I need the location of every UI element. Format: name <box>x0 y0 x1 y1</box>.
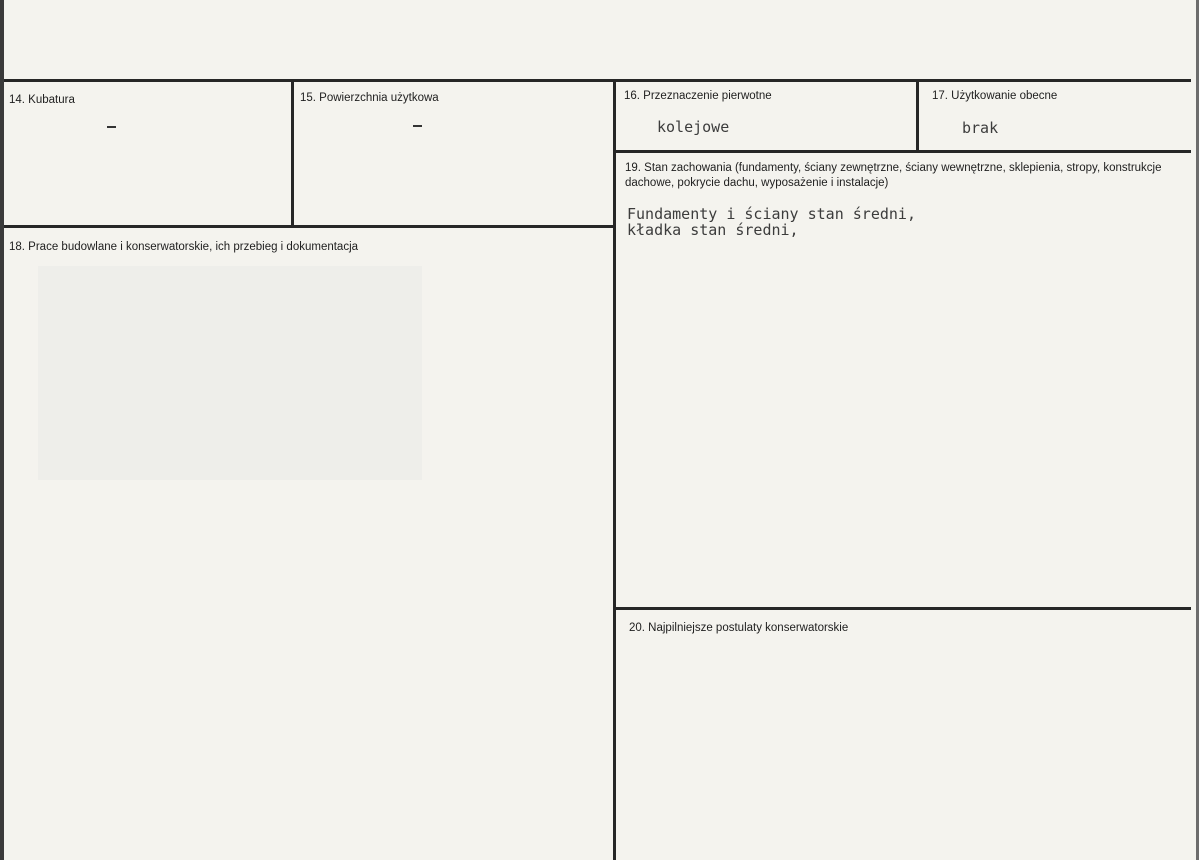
field-15-label: 15. Powierzchnia użytkowa <box>300 92 439 104</box>
rule-under-16-17 <box>615 150 1191 153</box>
field-14-value-dash <box>107 126 116 128</box>
rule-under-14-15 <box>4 225 615 228</box>
field-17-label: 17. Użytkowanie obecne <box>932 90 1058 102</box>
faded-stain <box>38 266 422 480</box>
divider-16-17 <box>916 80 919 152</box>
field-15-value-dash <box>413 125 422 127</box>
center-divider <box>613 80 616 860</box>
field-19-line-2: kładka stan średni, <box>627 221 799 239</box>
field-17-value: brak <box>962 119 999 137</box>
field-19-label: 19. Stan zachowania (fundamenty, ściany zewnętrzne, ściany wewnętrzne, sklepienia, stropy, konstrukcje dachowe, pokrycie dachu, wyposażenie i instalacje) <box>625 162 1162 189</box>
field-16-label: 16. Przeznaczenie pierwotne <box>624 90 772 102</box>
rule-above-20 <box>615 607 1191 610</box>
field-19-line-1: Fundamenty i ściany stan średni, <box>627 205 916 223</box>
field-20-label: 20. Najpilniejsze postulaty konserwatorskie <box>629 622 849 634</box>
field-16-value: kolejowe <box>657 118 730 136</box>
top-rule <box>4 79 1191 82</box>
field-14-label: 14. Kubatura <box>9 94 75 106</box>
field-18-label: 18. Prace budowlane i konserwatorskie, ich przebieg i dokumentacja <box>9 241 359 253</box>
divider-14-15 <box>291 80 294 227</box>
card-left-edge <box>0 0 4 860</box>
